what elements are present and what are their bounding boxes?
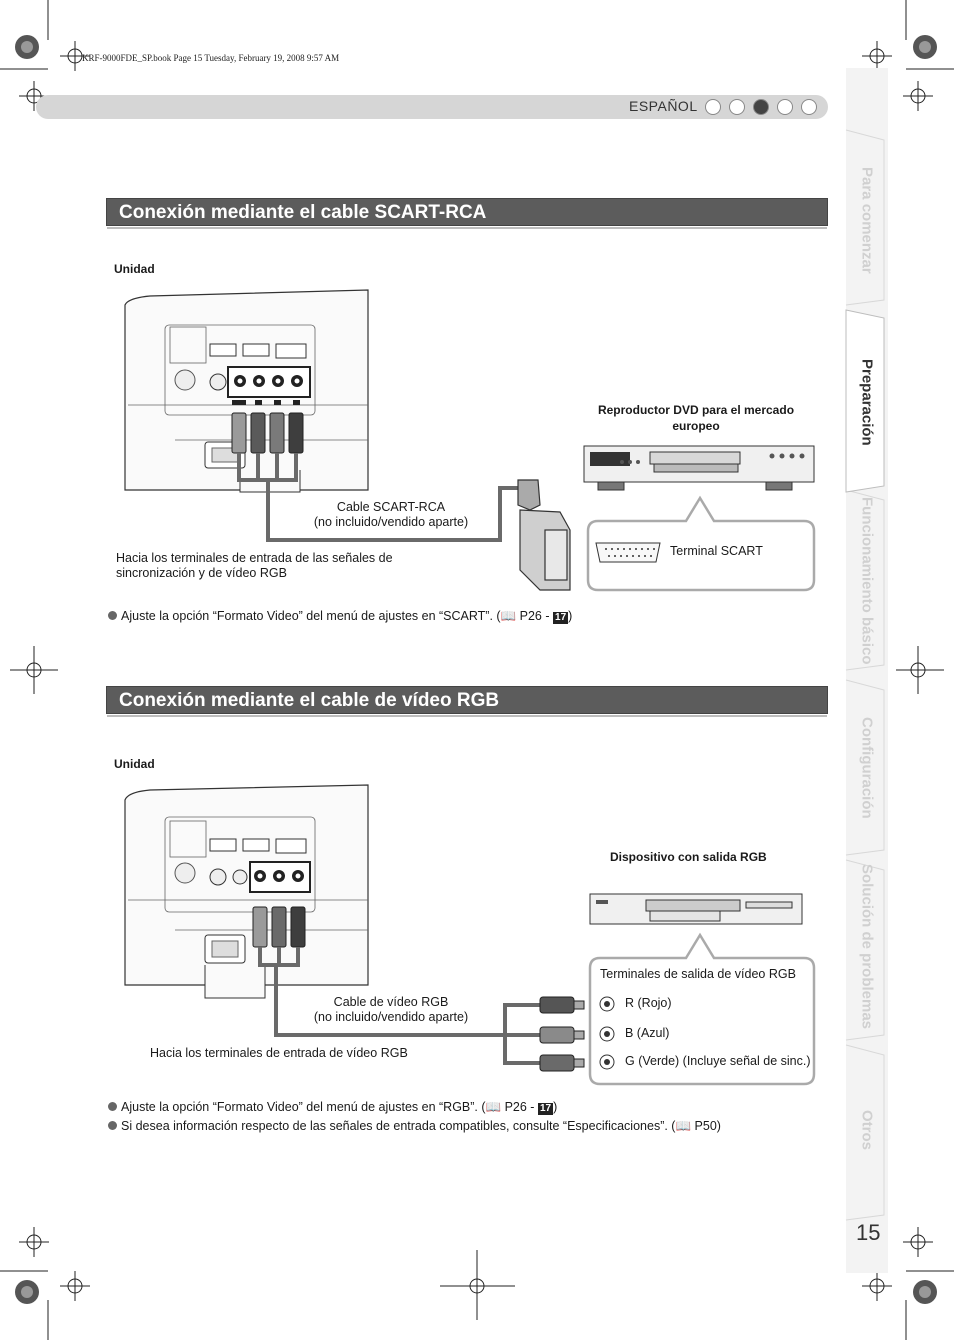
- book-icon: 📖: [675, 1119, 692, 1133]
- rgb-device-label: Dispositivo con salida RGB: [610, 850, 767, 864]
- output-r-label: R (Rojo): [625, 996, 672, 1010]
- bullet-icon: [108, 1121, 117, 1130]
- scart-terminal-label: Terminal SCART: [670, 544, 763, 558]
- rgb-outputs-title: Terminales de salida de vídeo RGB: [600, 967, 796, 981]
- tab-configuracion[interactable]: Configuración: [858, 717, 876, 819]
- rca-jack-icon: [600, 997, 614, 1069]
- book-icon: 📖: [500, 609, 517, 623]
- cable-label: Cable SCART-RCA (no incluido/vendido aparte): [313, 500, 469, 529]
- note-specifications: Si desea información respecto de las señales de entrada compatibles, consulte “Especificaciones”. (📖 P50): [108, 1118, 721, 1134]
- tab-preparacion[interactable]: Preparación: [858, 358, 876, 446]
- rgb-cable-label: Cable de vídeo RGB (no incluido/vendido aparte): [313, 995, 469, 1024]
- bullet-icon: [108, 1102, 117, 1111]
- tab-otros[interactable]: Otros: [858, 1109, 876, 1150]
- note-scart: Ajuste la opción “Formato Video” del menú de ajustes en “SCART”. (📖 P26 - 17 ): [108, 608, 572, 624]
- dvd-player-label: Reproductor DVD para el mercado europeo: [597, 403, 795, 433]
- rgb-terminal-label: Hacia los terminales de entrada de vídeo RGB: [150, 1046, 408, 1060]
- section-title-rgb: Conexión mediante el cable de vídeo RGB: [106, 686, 828, 714]
- tab-funcionamiento-basico[interactable]: Funcionamiento básico: [858, 497, 876, 665]
- unit-label: Unidad: [114, 262, 155, 276]
- output-g-label: G (Verde) (Incluye señal de sinc.): [625, 1054, 811, 1068]
- unit-label: Unidad: [114, 757, 155, 771]
- note-rgb: Ajuste la opción “Formato Video” del menú de ajustes en “RGB”. (📖 P26 - 17 ): [108, 1099, 557, 1115]
- language-label: ESPAÑOL: [629, 98, 698, 114]
- book-icon: 📖: [485, 1100, 502, 1114]
- scart-terminal-icon: [596, 543, 660, 562]
- page-number: 15: [856, 1220, 881, 1245]
- output-b-label: B (Azul): [625, 1026, 670, 1040]
- print-info: KRF-9000FDE_SP.book Page 15 Tuesday, February 19, 2008 9:57 AM: [82, 53, 340, 63]
- tab-solucion-problemas[interactable]: Solución de problemas: [858, 864, 876, 1030]
- bullet-icon: [108, 611, 117, 620]
- section-title-scart: Conexión mediante el cable SCART-RCA: [106, 198, 828, 226]
- tab-para-comenzar[interactable]: Para comenzar: [858, 166, 876, 274]
- terminal-label: Hacia los terminales de entrada de las señales de sincronización y de vídeo RGB: [116, 551, 393, 580]
